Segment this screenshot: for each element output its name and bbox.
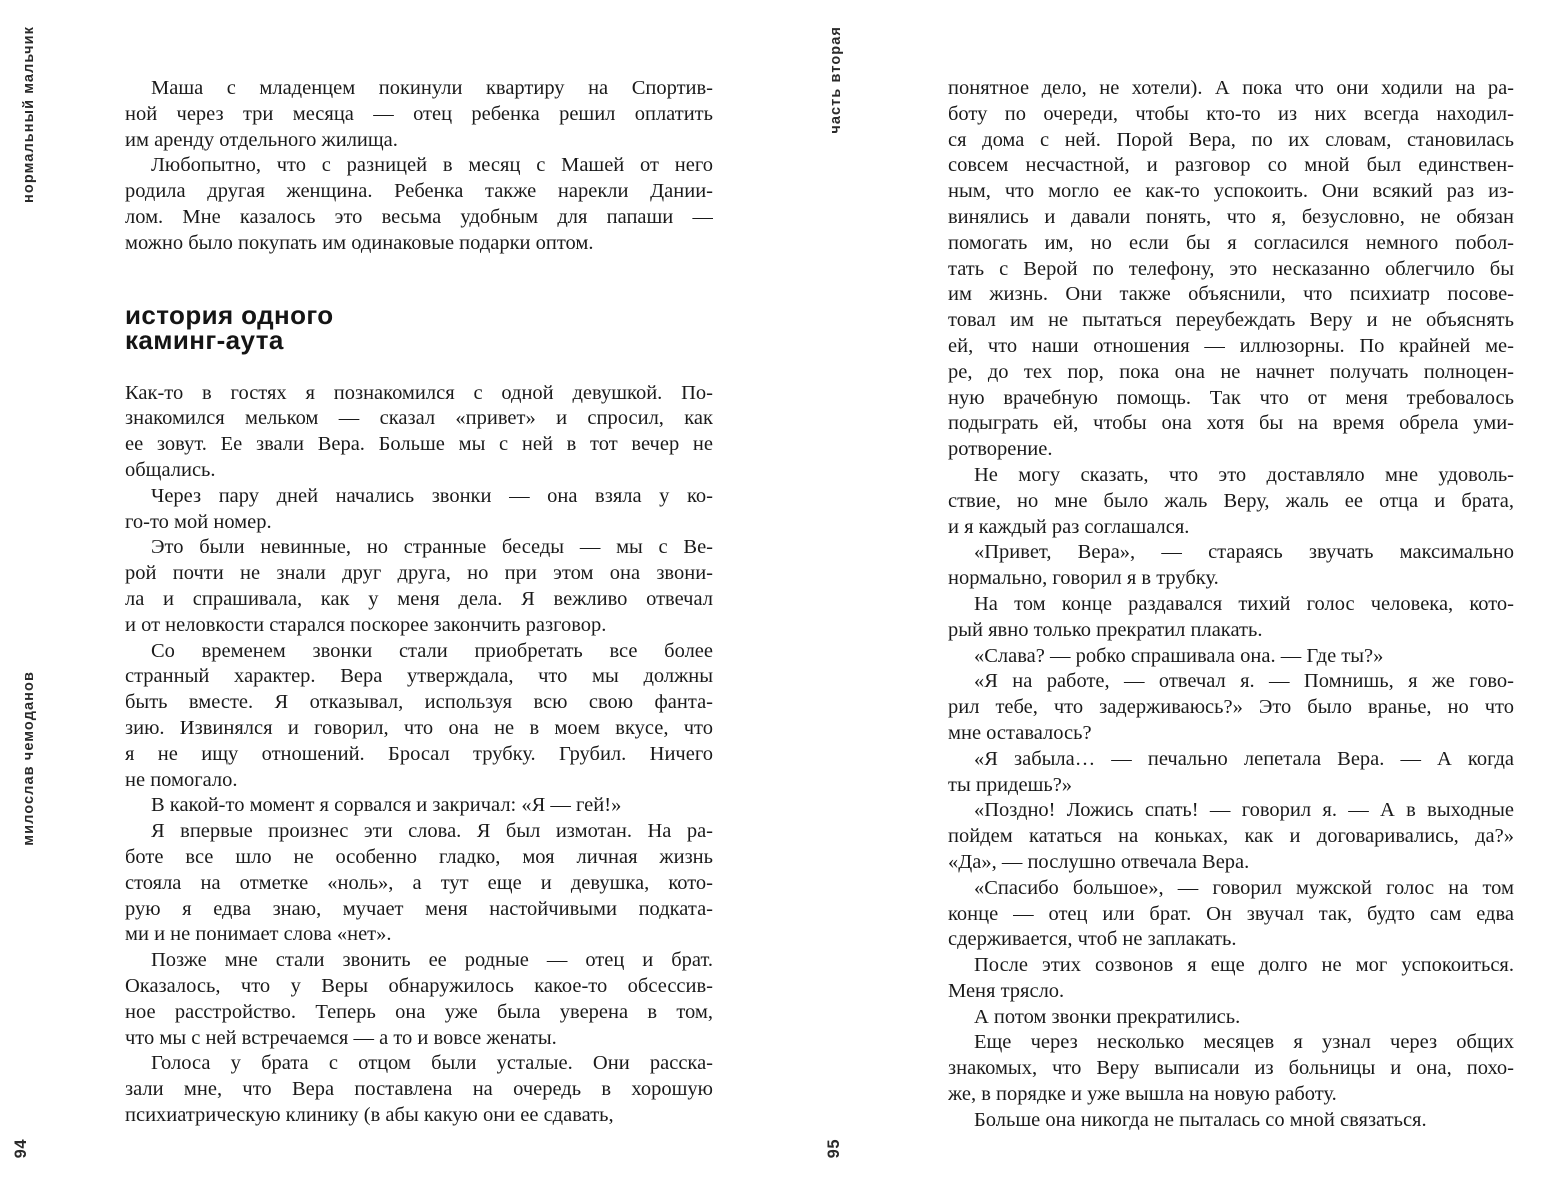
left-page-text-column [125, 76, 713, 1129]
text-line: общались. [125, 458, 216, 481]
text-line: «Спасибо большое», — говорил мужской голос на том [974, 876, 1514, 899]
text-line: понятное дело, не хотели). А пока что они ходили на ра- [948, 77, 1514, 99]
text-line: конце — отец или брат. Он звучал так, будто сам едва [948, 902, 1514, 925]
running-header-book-title: нормальный мальчик [21, 26, 37, 203]
paragraph [948, 592, 1514, 644]
text-line: ла и спрашивала, как у меня дела. Я вежливо отвечал [125, 587, 713, 610]
text-line: «Я на работе, — отвечал я. — Помнишь, я же гово- [974, 670, 1514, 693]
text-line: боту по очереди, чтобы кто-то из них всегда находил- [948, 102, 1514, 125]
paragraph [948, 1108, 1514, 1134]
paragraph [948, 1005, 1514, 1031]
text-line: винялись и давали понять, что я, безусловно, не обязан [948, 205, 1514, 228]
text-line: «Я забыла… — печально лепетала Вера. — А когда [974, 747, 1514, 770]
paragraph [125, 793, 713, 819]
right-page-text-column [948, 76, 1514, 1134]
text-line: подыграть ей, чтобы она хотя бы на время обрела уми- [948, 412, 1514, 435]
section-heading [125, 299, 713, 356]
text-line: тать с Верой по телефону, это несказанно облегчило бы [948, 257, 1514, 280]
section-heading-line: каминг-аута [125, 325, 284, 356]
text-line: быть вместе. Я отказывал, используя всю свою фанта- [125, 691, 713, 714]
text-line: На том конце раздавался тихий голос человека, кото- [974, 592, 1514, 615]
paragraph [948, 76, 1514, 463]
text-line: что мы с ней встречаемся — а то и вовсе женаты. [125, 1026, 557, 1049]
text-line: же, в порядке и уже вышла на новую работу. [948, 1083, 1337, 1106]
text-line: знакомых, что Веру выписали из больницы и она, похо- [948, 1057, 1514, 1080]
text-line: Это были невинные, но странные беседы — мы с Ве- [151, 536, 713, 559]
paragraph [125, 153, 713, 256]
paragraph [948, 540, 1514, 592]
text-line: странный характер. Вера утверждала, что мы должны [125, 665, 713, 688]
text-line: В какой-то момент я сорвался и закричал: «Я — гей!» [151, 794, 622, 817]
text-line: стояла на отметке «ноль», а тут еще и девушка, кото- [125, 871, 713, 894]
paragraph [125, 535, 713, 638]
text-line: родила другая женщина. Ребенка также нарекли Дании- [125, 180, 713, 203]
paragraph [125, 381, 713, 484]
text-line: ся дома с ней. Порой Вера, по их словам, становилась [948, 128, 1514, 151]
paragraph [125, 1051, 713, 1128]
text-line: и от неловкости старался поскорее закончить разговор. [125, 613, 607, 636]
paragraph [125, 76, 713, 153]
text-line: зали мне, что Вера поставлена на очередь в хорошую [125, 1078, 713, 1101]
text-line: ствие, но мне было жаль Веру, жаль ее отца и брата, [948, 489, 1514, 512]
text-line: знакомился мельком — сказал «привет» и спросил, как [125, 407, 713, 430]
text-line: я не ищу отношений. Бросал трубку. Грубил. Ничего [125, 742, 713, 765]
text-line: совсем несчастной, и разговор со мной был единствен- [948, 154, 1514, 177]
text-line: не помогало. [125, 768, 238, 791]
paragraph [948, 798, 1514, 875]
text-line: ми и не понимает слова «нет». [125, 923, 392, 946]
text-line: лом. Мне казалось это весьма удобным для папаши — [125, 205, 713, 228]
text-line: Со временем звонки стали приобретать все более [151, 639, 713, 662]
text-line: им жизнь. Они также объяснили, что психиатр посове- [948, 283, 1514, 306]
paragraph [948, 669, 1514, 746]
paragraph [948, 644, 1514, 670]
running-header-author: милослав чемоданов [21, 671, 37, 846]
text-line: ное расстройство. Теперь она уже была уверена в том, [125, 1000, 713, 1023]
text-line: ным, что могло ее как-то успокоить. Они всякий раз из- [948, 180, 1514, 203]
text-line: нормально, говорил я в трубку. [948, 567, 1219, 590]
running-header-chapter: часть вторая [828, 26, 844, 134]
paragraph [948, 463, 1514, 540]
text-line: сдерживается, чтоб не заплакать. [948, 928, 1237, 951]
text-line: зию. Извинялся и говорил, что она не в моем вкусе, что [125, 716, 713, 739]
text-line: Любопытно, что с разницей в месяц с Машей от него [151, 154, 713, 177]
text-line: и я каждый раз соглашался. [948, 515, 1190, 538]
text-line: товал им не пытаться переубеждать Веру и не объяснять [948, 309, 1514, 332]
text-line: «Привет, Вера», — стараясь звучать максимально [974, 541, 1514, 564]
text-line: рил тебе, что задерживаюсь?» Это было вранье, но что [948, 696, 1514, 719]
text-line: «Поздно! Ложись спать! — говорил я. — А в выходные [974, 799, 1514, 822]
text-line: помогать им, но если бы я согласился немного побол- [948, 231, 1514, 254]
text-line: А потом звонки прекратились. [974, 1005, 1241, 1028]
paragraph [125, 948, 713, 1051]
text-line: ее зовут. Ее звали Вера. Больше мы с ней в тот вечер не [125, 433, 713, 456]
text-line: рый явно только прекратил плакать. [948, 618, 1263, 641]
paragraph [948, 1030, 1514, 1107]
text-line: рой почти не знали друг друга, но при этом она звони- [125, 562, 713, 585]
text-line: Оказалось, что у Веры обнаружилось какое-то обсессив- [125, 974, 713, 997]
text-line: Как-то в гостях я познакомился с одной девушкой. По- [125, 381, 713, 404]
text-line: Меня трясло. [948, 979, 1065, 1002]
text-line: Не могу сказать, что это доставляло мне удоволь- [974, 463, 1514, 486]
text-line: «Слава? — робко спрашивала она. — Где ты?» [974, 644, 1384, 667]
text-line: Через пару дней начались звонки — она взяла у ко- [151, 484, 713, 507]
text-line: мне оставалось? [948, 721, 1092, 744]
text-line: ей, что наши отношения — иллюзорны. По крайней ме- [948, 334, 1514, 357]
text-line: пойдем кататься на коньках, как и договаривались, да?» [948, 825, 1514, 848]
text-line: рую я едва знаю, мучает меня настойчивыми подката- [125, 897, 713, 920]
text-line: ты придешь?» [948, 773, 1073, 796]
text-line: ре, до тех пор, пока она не начнет получать полноцен- [948, 360, 1514, 383]
paragraph [125, 639, 713, 794]
text-line: им аренду отдельного жилища. [125, 128, 398, 151]
text-line: Больше она никогда не пыталась со мной связаться. [974, 1108, 1427, 1131]
paragraph [125, 484, 713, 536]
text-line: Голоса у брата с отцом были усталые. Они расска- [151, 1052, 713, 1075]
paragraph [948, 876, 1514, 953]
text-line: После этих созвонов я еще долго не мог успокоиться. [974, 954, 1514, 977]
paragraph [125, 819, 713, 948]
right-page-number: 95 [825, 1139, 843, 1159]
text-line: ной через три месяца — отец ребенка решил оплатить [125, 102, 713, 125]
text-line: Позже мне стали звонить ее родные — отец и брат. [151, 949, 713, 972]
text-line: можно было покупать им одинаковые подарки оптом. [125, 231, 594, 254]
paragraph [948, 953, 1514, 1005]
text-line: го-то мой номер. [125, 510, 272, 533]
text-line: боте все шло не особенно гладко, моя личная жизнь [125, 845, 713, 868]
text-line: Еще через несколько месяцев я узнал через общих [974, 1031, 1514, 1054]
text-line: «Да», — послушно отвечала Вера. [948, 850, 1250, 873]
text-line: ротворение. [948, 438, 1053, 461]
section-heading-line: история одного [125, 299, 334, 330]
text-line: Я впервые произнес эти слова. Я был измотан. На ра- [151, 820, 713, 843]
text-line: ную врачебную помощь. Так что от меня требовалось [948, 386, 1514, 409]
left-page-number: 94 [12, 1139, 30, 1159]
paragraph [948, 747, 1514, 799]
text-line: психиатрическую клинику (в абы какую они ее сдавать, [125, 1103, 614, 1126]
text-line: Маша с младенцем покинули квартиру на Спортив- [151, 77, 713, 99]
